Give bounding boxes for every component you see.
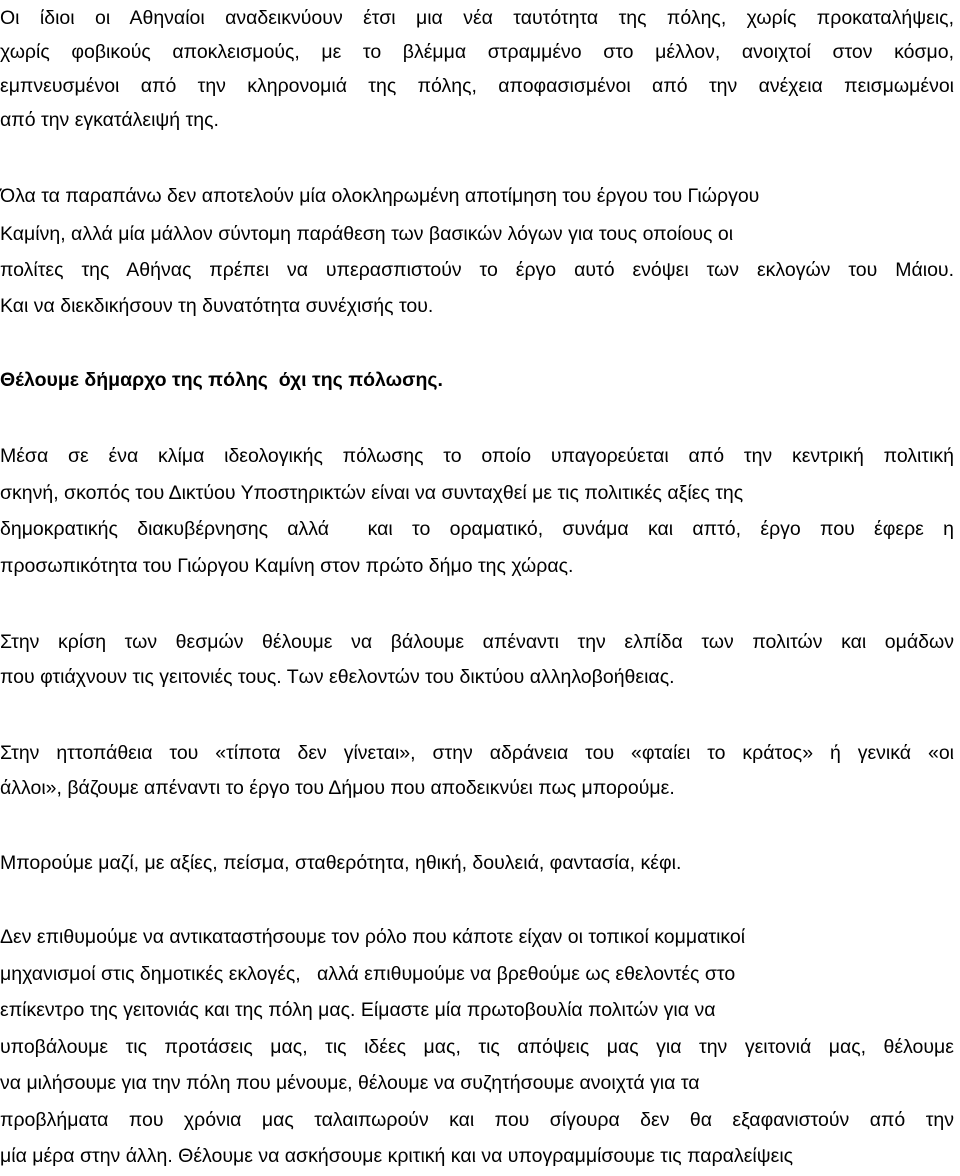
- text-line: Στην ηττοπάθεια του «τίποτα δεν γίνεται», στην αδράνεια του «φταίει το κράτος» ή γενικά «οι: [0, 742, 954, 764]
- text-line: Και να διεκδικήσουν τη δυνατότητα συνέχισής του.: [0, 295, 434, 317]
- text-line: Οι ίδιοι οι Αθηναίοι αναδεικνύουν έτσι μια νέα ταυτότητα της πόλης, χωρίς προκαταλήψεις,: [0, 7, 954, 29]
- text-line: Όλα τα παραπάνω δεν αποτελούν μία ολοκληρωμένη αποτίμηση του έργου του Γιώργου: [0, 185, 760, 207]
- text-line: από την εγκατάλειψή της.: [0, 109, 219, 131]
- text-line: υποβάλουμε τις προτάσεις μας, τις ιδέες μας, τις απόψεις μας για την γειτονιά μας, θέλουμε: [0, 1036, 954, 1058]
- text-line: πολίτες της Αθήνας πρέπει να υπερασπιστούν το έργο αυτό ενόψει των εκλογών του Μάιου.: [0, 259, 954, 281]
- section-heading: Θέλουμε δήμαρχο της πόλης όχι της πόλωσης.: [0, 369, 443, 391]
- text-line: δημοκρατικής διακυβέρνησης αλλά και το οραματικό, συνάμα και απτό, έργο που έφερε η: [0, 518, 954, 540]
- text-line: Μπορούμε μαζί, με αξίες, πείσμα, σταθερότητα, ηθική, δουλειά, φαντασία, κέφι.: [0, 852, 682, 874]
- text-line: Στην κρίση των θεσμών θέλουμε να βάλουμε απέναντι την ελπίδα των πολιτών και ομάδων: [0, 631, 954, 653]
- text-line: μία μέρα στην άλλη. Θέλουμε να ασκήσουμε κριτική και να υπογραμμίσουμε τις παραλείψεις: [0, 1145, 794, 1167]
- text-line: Δεν επιθυμούμε να αντικαταστήσουμε τον ρόλο που κάποτε είχαν οι τοπικοί κομματικοί: [0, 926, 746, 948]
- text-line: προβλήματα που χρόνια μας ταλαιπωρούν και που σίγουρα δεν θα εξαφανιστούν από την: [0, 1109, 954, 1131]
- text-line: χωρίς φοβικούς αποκλεισμούς, με το βλέμμα στραμμένο στο μέλλον, ανοιχτοί στον κόσμο,: [0, 41, 954, 63]
- text-line: σκηνή, σκοπός του Δικτύου Υποστηρικτών είναι να συνταχθεί με τις πολιτικές αξίες της: [0, 482, 744, 504]
- text-line: Καμίνη, αλλά μία μάλλον σύντομη παράθεση των βασικών λόγων για τους οποίους οι: [0, 223, 734, 245]
- text-line: εμπνευσμένοι από την κληρονομιά της πόλης, αποφασισμένοι από την ανέχεια πεισμωμένοι: [0, 75, 954, 97]
- text-line: επίκεντρο της γειτονιάς και της πόλη μας. Είμαστε μία πρωτοβουλία πολιτών για να: [0, 999, 716, 1021]
- text-line: άλλοι», βάζουμε απέναντι το έργο του Δήμου που αποδεικνύει πως μπορούμε.: [0, 777, 675, 799]
- text-line: προσωπικότητα του Γιώργου Καμίνη στον πρώτο δήμο της χώρας.: [0, 555, 574, 577]
- text-line: Μέσα σε ένα κλίμα ιδεολογικής πόλωσης το οποίο υπαγορεύεται από την κεντρική πολιτική: [0, 445, 954, 467]
- text-line: μηχανισμοί στις δημοτικές εκλογές, αλλά επιθυμούμε να βρεθούμε ως εθελοντές στο: [0, 963, 736, 985]
- text-line: να μιλήσουμε για την πόλη που μένουμε, θέλουμε να συζητήσουμε ανοιχτά για τα: [0, 1072, 700, 1094]
- text-line: που φτιάχνουν τις γειτονιές τους. Των εθελοντών του δικτύου αλληλοβοήθειας.: [0, 666, 675, 688]
